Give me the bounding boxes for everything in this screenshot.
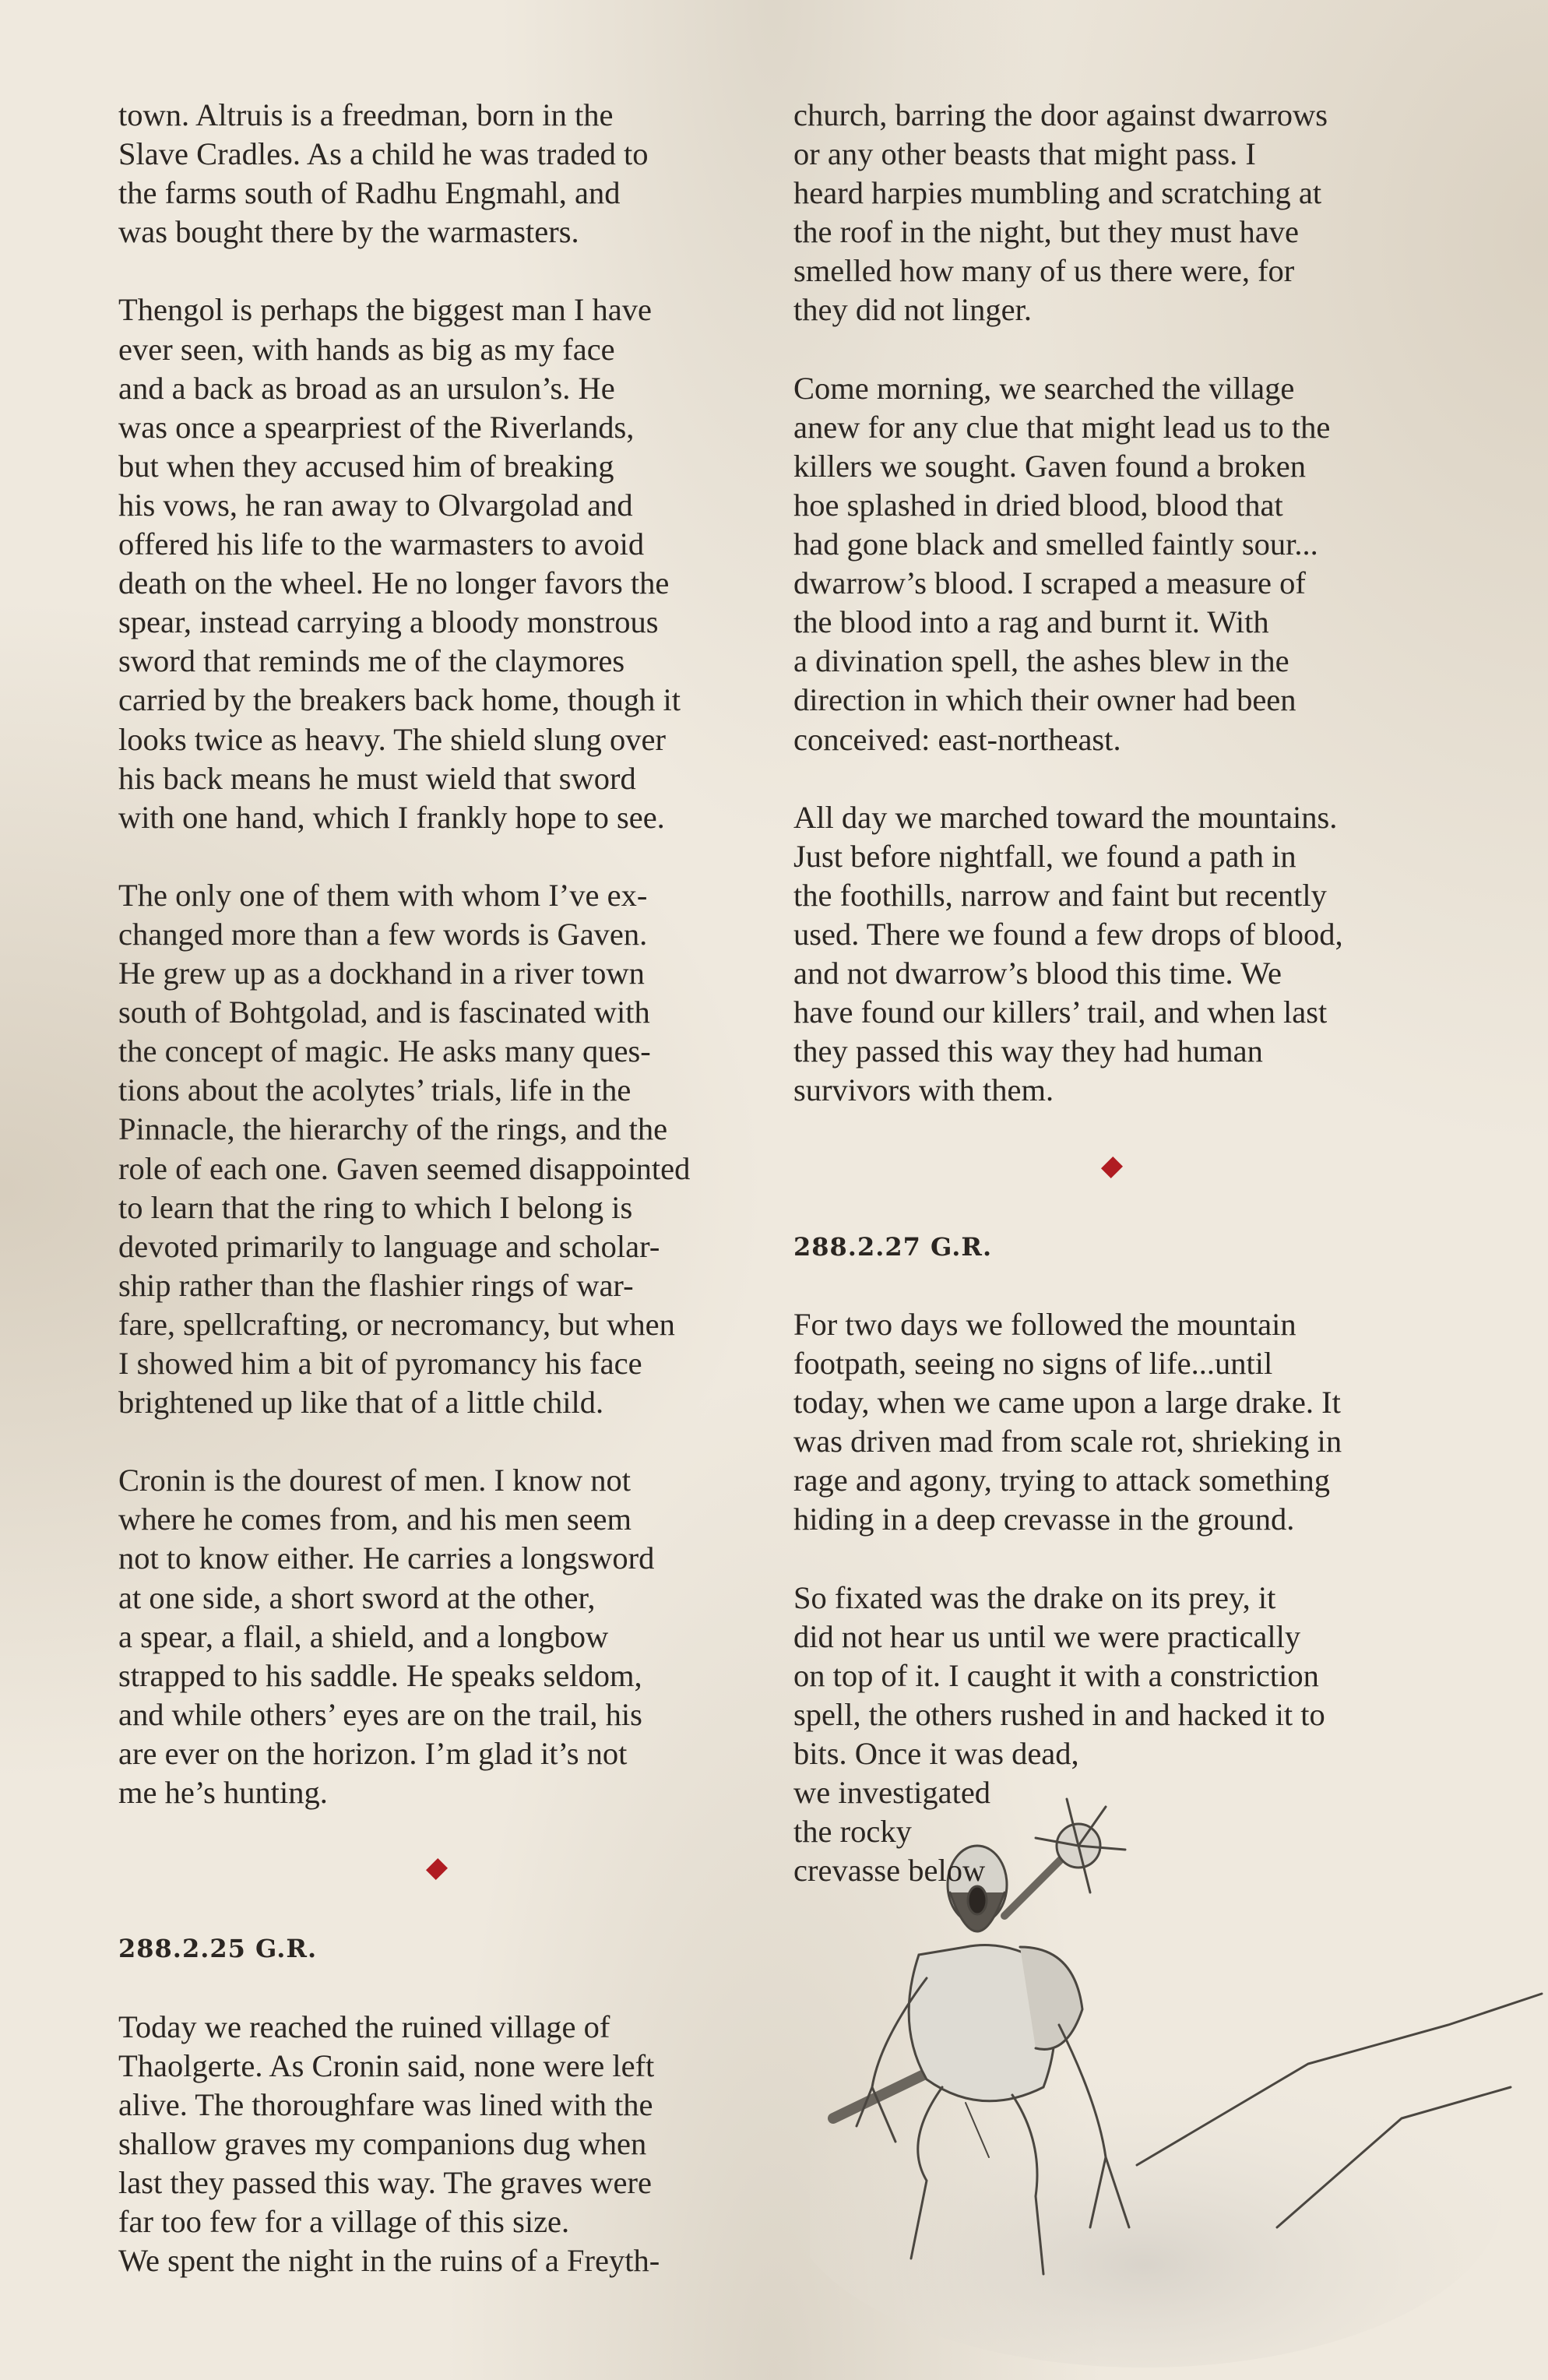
text-line: Today we reached the ruined village of xyxy=(118,2009,610,2044)
paragraph xyxy=(793,96,1440,330)
paragraph-gap xyxy=(793,1266,1440,1305)
text-line: All day we marched toward the mountains. xyxy=(793,799,1338,835)
text-line: role of each one. Gaven seemed disappointed xyxy=(118,1150,691,1186)
text-line: church, barring the door against dwarrows xyxy=(793,97,1328,132)
text-line: was driven mad from scale rot, shrieking in xyxy=(793,1424,1342,1459)
diamond-ornament-icon xyxy=(1101,1157,1123,1178)
text-line: have found our killers’ trail, and when last xyxy=(793,995,1328,1030)
text-line: and while others’ eyes are on the trail, his xyxy=(118,1696,642,1732)
text-line: smelled how many of us there were, for xyxy=(793,253,1295,289)
text-line: at one side, a short sword at the other, xyxy=(118,1579,596,1615)
text-line: anew for any clue that might lead us to the xyxy=(793,409,1331,445)
text-line: the concept of magic. He asks many ques- xyxy=(118,1033,651,1069)
text-line: we investigated xyxy=(793,1775,991,1811)
text-line: bits. Once it was dead, xyxy=(793,1735,1079,1771)
paragraph xyxy=(118,290,765,836)
paragraph xyxy=(118,876,765,1422)
text-line: Come morning, we searched the village xyxy=(793,370,1295,406)
text-line: survivors with them. xyxy=(793,1072,1054,1108)
text-line: not to know either. He carries a longsword xyxy=(118,1540,655,1576)
text-line: on top of it. I caught it with a constriction xyxy=(793,1657,1319,1693)
paragraph-gap xyxy=(793,759,1440,798)
text-line: a divination spell, the ashes blew in the xyxy=(793,643,1289,679)
text-line: used. There we found a few drops of blood, xyxy=(793,916,1343,952)
text-line: last they passed this way. The graves were xyxy=(118,2164,652,2200)
text-line: was once a spearpriest of the Riverlands, xyxy=(118,409,635,445)
text-line: changed more than a few words is Gaven. xyxy=(118,916,648,952)
text-line: devoted primarily to language and scholar- xyxy=(118,1228,660,1264)
paragraph-gap xyxy=(118,837,765,876)
text-line: are ever on the horizon. I’m glad it’s not xyxy=(118,1735,628,1771)
text-line: footpath, seeing no signs of life...until xyxy=(793,1346,1273,1381)
text-line: but when they accused him of breaking xyxy=(118,448,614,484)
text-line: He grew up as a dockhand in a river town xyxy=(118,956,645,991)
text-line: ship rather than the flashier rings of war- xyxy=(118,1267,634,1303)
text-line: Cronin is the dourest of men. I know not xyxy=(118,1463,632,1498)
text-line: and not dwarrow’s blood this time. We xyxy=(793,956,1282,991)
paragraph-gap xyxy=(118,1812,765,1851)
text-line: heard harpies mumbling and scratching at xyxy=(793,175,1322,211)
paragraph xyxy=(118,2008,765,2281)
paragraph-gap xyxy=(793,1110,1440,1149)
right-column xyxy=(793,96,1440,1890)
text-line: killers we sought. Gaven found a broken xyxy=(793,448,1306,484)
text-line: spear, instead carrying a bloody monstrous xyxy=(118,604,659,640)
text-line: far too few for a village of this size. xyxy=(118,2204,570,2240)
text-line: was bought there by the warmasters. xyxy=(118,214,579,250)
text-line: to learn that the ring to which I belong is xyxy=(118,1189,633,1225)
paragraph xyxy=(118,1461,765,1812)
text-line: did not hear us until we were practically xyxy=(793,1618,1301,1654)
text-line: We spent the night in the ruins of a Freyth- xyxy=(118,2243,660,2279)
text-line: the roof in the night, but they must have xyxy=(793,214,1300,250)
text-line: direction in which their owner had been xyxy=(793,682,1296,718)
paragraph xyxy=(793,1579,1440,1891)
text-line: his vows, he ran away to Olvargolad and xyxy=(118,487,633,523)
text-line: rage and agony, trying to attack something xyxy=(793,1463,1331,1498)
paragraph xyxy=(793,1305,1440,1540)
section-divider xyxy=(793,1150,1440,1188)
paragraph xyxy=(118,96,765,252)
paragraph-gap xyxy=(118,252,765,290)
paragraph-gap xyxy=(118,1969,765,2008)
text-line: fare, spellcrafting, or necromancy, but when xyxy=(118,1306,675,1342)
paragraph-gap xyxy=(118,1422,765,1461)
text-line: the rocky xyxy=(793,1814,912,1850)
text-line: or any other beasts that might pass. I xyxy=(793,136,1256,172)
text-line: the farms south of Radhu Engmahl, and xyxy=(118,175,621,211)
text-line: hiding in a deep crevasse in the ground. xyxy=(793,1502,1295,1537)
text-line: where he comes from, and his men seem xyxy=(118,1502,632,1537)
text-line: dwarrow’s blood. I scraped a measure of xyxy=(793,565,1306,601)
text-line: had gone black and smelled faintly sour... xyxy=(793,526,1318,562)
left-column xyxy=(118,96,765,2280)
text-line: Thaolgerte. As Cronin said, none were left xyxy=(118,2047,655,2083)
text-line: For two days we followed the mountain xyxy=(793,1306,1296,1342)
text-line: Just before nightfall, we found a path in xyxy=(793,838,1296,874)
text-line: hoe splashed in dried blood, blood that xyxy=(793,487,1283,523)
text-line: town. Altruis is a freedman, born in the xyxy=(118,97,614,132)
text-line: The only one of them with whom I’ve ex- xyxy=(118,877,648,913)
text-line: tions about the acolytes’ trials, life in the xyxy=(118,1072,632,1108)
section-divider xyxy=(118,1851,765,1890)
text-line: with one hand, which I frankly hope to see. xyxy=(118,799,665,835)
text-line: the foothills, narrow and faint but recently xyxy=(793,877,1327,913)
text-line: his back means he must wield that sword xyxy=(118,760,636,796)
text-line: strapped to his saddle. He speaks seldom, xyxy=(118,1657,642,1693)
text-line: Thengol is perhaps the biggest man I have xyxy=(118,292,652,328)
text-line: they passed this way they had human xyxy=(793,1033,1263,1069)
entry-date-heading: 288.2.25 G.R. xyxy=(118,1934,318,1964)
paragraph xyxy=(793,798,1440,1111)
text-line: conceived: east-northeast. xyxy=(793,721,1121,757)
text-line: I showed him a bit of pyromancy his face xyxy=(118,1346,642,1381)
text-line: and a back as broad as an ursulon’s. He xyxy=(118,370,615,406)
paragraph-gap xyxy=(793,1188,1440,1227)
text-line: looks twice as heavy. The shield slung over xyxy=(118,721,666,757)
text-line: sword that reminds me of the claymores xyxy=(118,643,625,679)
text-line: a spear, a flail, a shield, and a longbow xyxy=(118,1618,609,1654)
paragraph-gap xyxy=(793,1539,1440,1578)
text-line: south of Bohtgolad, and is fascinated with xyxy=(118,995,650,1030)
entry-date-heading: 288.2.27 G.R. xyxy=(793,1231,993,1262)
text-line: Slave Cradles. As a child he was traded to xyxy=(118,136,649,172)
text-line: carried by the breakers back home, though it xyxy=(118,682,681,718)
text-line: ever seen, with hands as big as my face xyxy=(118,331,615,367)
paragraph xyxy=(793,369,1440,759)
paragraph-gap xyxy=(793,330,1440,369)
text-line: alive. The thoroughfare was lined with the xyxy=(118,2086,653,2122)
text-line: the blood into a rag and burnt it. With xyxy=(793,604,1269,640)
text-line: So fixated was the drake on its prey, it xyxy=(793,1579,1276,1615)
text-line: death on the wheel. He no longer favors the xyxy=(118,565,670,601)
text-line: crevasse below xyxy=(793,1853,986,1889)
text-line: brightened up like that of a little child. xyxy=(118,1385,604,1421)
text-line: they did not linger. xyxy=(793,292,1032,328)
text-line: Pinnacle, the hierarchy of the rings, and the xyxy=(118,1111,668,1147)
text-line: shallow graves my companions dug when xyxy=(118,2125,647,2161)
text-line: spell, the others rushed in and hacked it to xyxy=(793,1696,1325,1732)
diamond-ornament-icon xyxy=(426,1858,448,1880)
text-line: today, when we came upon a large drake. It xyxy=(793,1385,1341,1421)
text-line: offered his life to the warmasters to avoid xyxy=(118,526,645,562)
paragraph-gap xyxy=(118,1890,765,1929)
text-line: me he’s hunting. xyxy=(118,1775,328,1811)
